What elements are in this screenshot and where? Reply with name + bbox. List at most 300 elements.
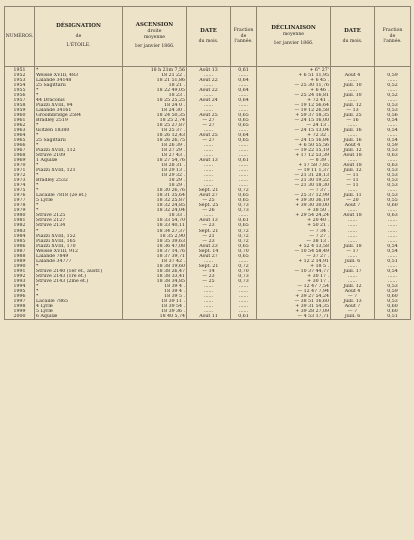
- cell-date-2: Juill. 16: [331, 128, 375, 133]
- header-date: DATE du mois.: [187, 7, 231, 67]
- cell-designation: *: [35, 188, 123, 193]
- cell-date-2: Juill. 6: [331, 314, 375, 320]
- cell-date: ......: [187, 304, 231, 309]
- header-fraction: Fraction de l'année.: [231, 7, 257, 67]
- cell-designation: Struve 2125: [35, 213, 123, 218]
- cell-fraction-2: 0,54: [375, 269, 411, 274]
- cell-numero: 1995: [5, 289, 35, 294]
- cell-declinaison: — 24 13 .: [257, 123, 331, 128]
- cell-fraction: ......: [231, 299, 257, 304]
- cell-fraction-2: ......: [375, 279, 411, 284]
- cell-declinaison: — 24 15 16,84: [257, 138, 331, 143]
- cell-ascension: 18 39 4 .: [123, 284, 187, 289]
- header-fraction-2: Fraction de l'année.: [375, 7, 411, 67]
- cell-declinaison: + 17 58 7,85: [257, 163, 331, 168]
- cell-date-2: ......: [331, 254, 375, 259]
- cell-date: ......: [187, 183, 231, 188]
- cell-designation: Piazzi XVIII, 94: [35, 103, 123, 108]
- cell-date-2: Août 7: [331, 203, 375, 208]
- cell-ascension: 18 37 42 .: [123, 259, 187, 264]
- cell-declinaison: — 19 12 56,64: [257, 103, 331, 108]
- cell-numero: 1953: [5, 78, 35, 83]
- cell-date: — 25: [187, 279, 231, 284]
- cell-declinaison: + 52 4 13,58: [257, 244, 331, 249]
- cell-date-2: — 16: [331, 118, 375, 123]
- cell-date: — 27: [187, 118, 231, 123]
- cell-date: Août 11: [187, 314, 231, 320]
- table-row: [5, 274, 411, 279]
- cell-designation: 25 Sagittarii: [35, 83, 123, 88]
- cell-date-2: ......: [331, 158, 375, 163]
- cell-numero: 1957: [5, 98, 35, 103]
- cell-fraction: 0,65: [231, 138, 257, 143]
- cell-date: Août 24: [187, 98, 231, 103]
- cell-ascension: 18 25 27,87: [123, 123, 187, 128]
- cell-fraction: 0,72: [231, 229, 257, 234]
- cell-date: Août 13: [187, 67, 231, 74]
- cell-date: Sept. 21: [187, 188, 231, 193]
- cell-date-2: — 7: [331, 309, 375, 314]
- cell-date-2: — 7: [331, 294, 375, 299]
- cell-ascension: 18 22 49,05: [123, 88, 187, 93]
- cell-fraction: 0,65: [231, 118, 257, 123]
- cell-fraction: 0,65: [231, 123, 257, 128]
- cell-date: Sept. 14: [187, 249, 231, 254]
- cell-ascension: 18 25 25,25: [123, 98, 187, 103]
- cell-date: Août 22: [187, 88, 231, 93]
- cell-fraction-2: ......: [375, 98, 411, 103]
- cell-date-2: ......: [331, 229, 375, 234]
- cell-numero: 1984: [5, 234, 35, 239]
- cell-date-2: ......: [331, 88, 375, 93]
- cell-date: ......: [187, 103, 231, 108]
- cell-date-2: Juill. 12: [331, 148, 375, 153]
- cell-designation: Lacaille 7865: [35, 299, 123, 304]
- cell-declinaison: — 25 30 11,76: [257, 83, 331, 88]
- cell-declinaison: + 59 37 18,35: [257, 113, 331, 118]
- cell-fraction-2: 0,59: [375, 143, 411, 148]
- cell-date-2: Juill. 11: [331, 193, 375, 198]
- cell-date: — 14: [187, 269, 231, 274]
- cell-ascension: 18 27 54,76: [123, 158, 187, 163]
- cell-date-2: Juill. 18: [331, 244, 375, 249]
- cell-ascension: 18 29 .: [123, 178, 187, 183]
- cell-ascension: 18 21 51,86: [123, 78, 187, 83]
- table-row: [5, 314, 411, 320]
- cell-fraction-2: ......: [375, 78, 411, 83]
- cell-designation: Lacaille 7818 (2e ét.): [35, 193, 123, 198]
- cell-declinaison: — 38 51 16,60: [257, 299, 331, 304]
- cell-ascension: 18 26 12,43: [123, 133, 187, 138]
- cell-date-2: — 11: [331, 183, 375, 188]
- cell-date-2: Août 4: [331, 73, 375, 78]
- cell-fraction-2: 0,54: [375, 118, 411, 123]
- cell-fraction: 0,72: [231, 264, 257, 269]
- cell-fraction: 0,65: [231, 198, 257, 203]
- cell-fraction-2: 0,53: [375, 183, 411, 188]
- cell-fraction-2: 0,60: [375, 203, 411, 208]
- cell-fraction-2: ......: [375, 229, 411, 234]
- cell-date: ......: [187, 83, 231, 88]
- cell-date-2: ......: [331, 123, 375, 128]
- cell-fraction-2: 0,52: [375, 93, 411, 98]
- cell-fraction: 0,64: [231, 78, 257, 83]
- cell-designation: *: [35, 163, 123, 168]
- cell-ascension: 18 26 26,75: [123, 138, 187, 143]
- cell-numero: 1975: [5, 188, 35, 193]
- cell-date-2: Août 4: [331, 143, 375, 148]
- cell-fraction: ......: [231, 213, 257, 218]
- cell-designation: *: [35, 183, 123, 188]
- cell-fraction-2: 0,51: [375, 314, 411, 320]
- cell-ascension: 18 39 11 .: [123, 299, 187, 304]
- cell-date-2: Août 4: [331, 289, 375, 294]
- cell-declinaison: + 39 28 27,09: [257, 309, 331, 314]
- cell-fraction: 0,61: [231, 67, 257, 74]
- cell-numero: 1964: [5, 133, 35, 138]
- cell-fraction: ......: [231, 309, 257, 314]
- cell-designation: 5 Lyræ: [35, 198, 123, 203]
- cell-fraction: ......: [231, 163, 257, 168]
- cell-numero: 1959: [5, 108, 35, 113]
- cell-ascension: 18 21 22 .: [123, 73, 187, 78]
- cell-fraction-2: ......: [375, 234, 411, 239]
- cell-fraction: 0,73: [231, 274, 257, 279]
- cell-declinaison: + 39 31 54,35: [257, 304, 331, 309]
- cell-declinaison: + 72 32 .: [257, 133, 331, 138]
- cell-declinaison: + 6° 27': [257, 67, 331, 74]
- cell-ascension: 18 26 39 .: [123, 143, 187, 148]
- cell-designation: Lalande 34161: [35, 108, 123, 113]
- cell-declinaison: + 72 41 .: [257, 98, 331, 103]
- cell-date-2: Juill. 10: [331, 93, 375, 98]
- cell-declinaison: + 6 50 55,56: [257, 143, 331, 148]
- cell-date: Août 23: [187, 244, 231, 249]
- cell-declinaison: — 7 37 .: [257, 188, 331, 193]
- cell-fraction-2: 0,60: [375, 304, 411, 309]
- cell-numero: 1989: [5, 259, 35, 264]
- cell-numero: 1988: [5, 254, 35, 259]
- cell-fraction: ......: [231, 284, 257, 289]
- cell-fraction-2: 0,54: [375, 249, 411, 254]
- cell-numero: 1990: [5, 264, 35, 269]
- cell-numero: 1972: [5, 173, 35, 178]
- cell-declinaison: + 6 46 .: [257, 88, 331, 93]
- cell-fraction-2: 0,53: [375, 148, 411, 153]
- cell-declinaison: — 7 34 .: [257, 229, 331, 234]
- cell-designation: *: [35, 88, 123, 93]
- cell-fraction-2: 0,53: [375, 108, 411, 113]
- cell-numero: 1966: [5, 143, 35, 148]
- cell-designation: 44 Draconis: [35, 98, 123, 103]
- cell-fraction: ......: [231, 183, 257, 188]
- cell-designation: Bradley 2519: [35, 118, 123, 123]
- cell-numero: 1965: [5, 138, 35, 143]
- cell-date-2: Août 18: [331, 163, 375, 168]
- cell-numero: 1991: [5, 269, 35, 274]
- cell-fraction: ......: [231, 304, 257, 309]
- cell-date: ......: [187, 294, 231, 299]
- cell-numero: 1952: [5, 73, 35, 78]
- cell-ascension: 18 29 .: [123, 183, 187, 188]
- cell-date: ......: [187, 178, 231, 183]
- cell-designation: 6 Aquilæ: [35, 314, 123, 320]
- cell-ascension: 18 33 .: [123, 213, 187, 218]
- cell-declinaison: — 25 24 16,81: [257, 93, 331, 98]
- cell-date-2: ......: [331, 208, 375, 213]
- cell-declinaison: + 18 5 .: [257, 264, 331, 269]
- cell-designation: 4 Lyræ: [35, 304, 123, 309]
- cell-numero: 1994: [5, 284, 35, 289]
- cell-date-2: ......: [331, 264, 375, 269]
- cell-numero: 1956: [5, 93, 35, 98]
- cell-date-2: ......: [331, 218, 375, 223]
- cell-numero: 1993: [5, 279, 35, 284]
- cell-date-2: — 11: [331, 178, 375, 183]
- cell-designation: *: [35, 67, 123, 74]
- cell-date: — 23: [187, 239, 231, 244]
- cell-fraction-2: ......: [375, 274, 411, 279]
- cell-declinaison: + 17 12 53,39: [257, 153, 331, 158]
- cell-numero: 1996: [5, 294, 35, 299]
- cell-date: ......: [187, 128, 231, 133]
- cell-fraction: ......: [231, 289, 257, 294]
- cell-fraction-2: 0,53: [375, 168, 411, 173]
- cell-fraction-2: 0,51: [375, 259, 411, 264]
- cell-date: Août 22: [187, 78, 231, 83]
- cell-ascension: 18 38 19,60: [123, 264, 187, 269]
- cell-fraction-2: 0,59: [375, 73, 411, 78]
- cell-date: ......: [187, 93, 231, 98]
- cell-numero: 1985: [5, 239, 35, 244]
- cell-declinaison: + 6 51 11,95: [257, 73, 331, 78]
- cell-fraction: ......: [231, 73, 257, 78]
- cell-declinaison: + 6 45 .: [257, 78, 331, 83]
- cell-numero: 1981: [5, 218, 35, 223]
- cell-ascension: 18 37 14,76: [123, 249, 187, 254]
- cell-declinaison: — 21 31 28,13: [257, 173, 331, 178]
- cell-date: — 26: [187, 208, 231, 213]
- cell-numero: 1982: [5, 223, 35, 228]
- cell-date: Août 27: [187, 254, 231, 259]
- cell-fraction: 0,65: [231, 223, 257, 228]
- cell-ascension: 18 31 35,64: [123, 193, 187, 198]
- cell-declinaison: — 19 22 15,19: [257, 148, 331, 153]
- cell-declinaison: — 19 11 1,37: [257, 168, 331, 173]
- cell-fraction: 0,61: [231, 218, 257, 223]
- cell-date: ......: [187, 73, 231, 78]
- cell-numero: 1967: [5, 148, 35, 153]
- cell-fraction-2: ......: [375, 218, 411, 223]
- cell-numero: 1974: [5, 183, 35, 188]
- table-row: [5, 269, 411, 274]
- cell-fraction: ......: [231, 259, 257, 264]
- table-row: [5, 254, 411, 259]
- table-row: [5, 259, 411, 264]
- cell-fraction: 0,65: [231, 244, 257, 249]
- cell-fraction: 0,73: [231, 203, 257, 208]
- cell-ascension: 18 25 37 .: [123, 128, 187, 133]
- cell-fraction-2: 0,54: [375, 244, 411, 249]
- cell-declinaison: — 25 37 12,99: [257, 193, 331, 198]
- cell-numero: 1999: [5, 309, 35, 314]
- cell-declinaison: — 24 15 16,00: [257, 118, 331, 123]
- star-catalog-table: [4, 6, 411, 320]
- cell-fraction: 0,64: [231, 88, 257, 93]
- cell-designation: Piazzi XVIII, 121: [35, 168, 123, 173]
- cell-numero: 1963: [5, 128, 35, 133]
- cell-ascension: 18 33 54,70: [123, 218, 187, 223]
- cell-fraction-2: ......: [375, 88, 411, 93]
- cell-date: — 23: [187, 223, 231, 228]
- cell-date: ......: [187, 289, 231, 294]
- cell-fraction-2: ......: [375, 239, 411, 244]
- cell-designation: *: [35, 143, 123, 148]
- cell-declinaison: — 12 47 7,94: [257, 289, 331, 294]
- cell-fraction-2: 0,60: [375, 309, 411, 314]
- cell-ascension: 18 35 2,90: [123, 234, 187, 239]
- cell-ascension: 18 30 26,76: [123, 188, 187, 193]
- cell-fraction: 0,70: [231, 269, 257, 274]
- cell-date-2: ......: [331, 234, 375, 239]
- cell-declinaison: — 4 53 17,71: [257, 314, 331, 320]
- cell-fraction: 0,65: [231, 193, 257, 198]
- cell-ascension: 18 h 21m 7,56: [123, 67, 187, 74]
- cell-ascension: 18 27 29 .: [123, 148, 187, 153]
- cell-date: ......: [187, 309, 231, 314]
- cell-numero: 1992: [5, 274, 35, 279]
- cell-designation: 25 Sagittarii: [35, 138, 123, 143]
- cell-ascension: 18 32 24,04: [123, 208, 187, 213]
- cell-date: ......: [187, 284, 231, 289]
- cell-ascension: 18 35 39,63: [123, 239, 187, 244]
- cell-fraction: ......: [231, 173, 257, 178]
- cell-fraction-2: 0,59: [375, 289, 411, 294]
- cell-date-2: ......: [331, 239, 375, 244]
- cell-designation: *: [35, 294, 123, 299]
- cell-ascension: 18 28 31 .: [123, 163, 187, 168]
- cell-declinaison: — 21 30 18,30: [257, 183, 331, 188]
- cell-fraction-2: ......: [375, 208, 411, 213]
- cell-date-2: Août 18: [331, 153, 375, 158]
- cell-numero: 1997: [5, 299, 35, 304]
- cell-fraction: 0,61: [231, 314, 257, 320]
- cell-ascension: 18 24 0 .: [123, 103, 187, 108]
- cell-fraction: 0,65: [231, 254, 257, 259]
- cell-numero: 1973: [5, 178, 35, 183]
- cell-numero: 1962: [5, 123, 35, 128]
- cell-ascension: 18 24 50,35: [123, 113, 187, 118]
- cell-declinaison: — 37 27 .: [257, 254, 331, 259]
- table-header: [5, 7, 411, 67]
- cell-fraction: ......: [231, 178, 257, 183]
- cell-date-2: Juill. 12: [331, 103, 375, 108]
- cell-designation: *: [35, 93, 123, 98]
- cell-declinaison: + 30 17 .: [257, 279, 331, 284]
- cell-fraction-2: 0,63: [375, 153, 411, 158]
- cell-designation: Œltzen 18380: [35, 128, 123, 133]
- cell-declinaison: + 29 54 24,24: [257, 213, 331, 218]
- cell-fraction-2: 0,60: [375, 294, 411, 299]
- cell-date-2: ......: [331, 223, 375, 228]
- cell-numero: 1960: [5, 113, 35, 118]
- cell-fraction-2: 0,55: [375, 198, 411, 203]
- cell-numero: 1971: [5, 168, 35, 173]
- cell-numero: 1976: [5, 193, 35, 198]
- cell-date-2: Juill. 12: [331, 168, 375, 173]
- table-row: [5, 244, 411, 249]
- cell-date: ......: [187, 163, 231, 168]
- cell-fraction: ......: [231, 93, 257, 98]
- cell-declinaison: — 38 13 .: [257, 239, 331, 244]
- cell-declinaison: — 7 27 .: [257, 234, 331, 239]
- cell-date: ......: [187, 173, 231, 178]
- cell-numero: 1958: [5, 103, 35, 108]
- cell-declinaison: — 21 30 19,22: [257, 178, 331, 183]
- cell-designation: Lalande 7849: [35, 254, 123, 259]
- cell-fraction-2: ......: [375, 223, 411, 228]
- cell-fraction-2: ......: [375, 254, 411, 259]
- cell-date-2: ......: [331, 98, 375, 103]
- cell-ascension: 18 39 4 .: [123, 289, 187, 294]
- cell-designation: Lalande 34148: [35, 78, 123, 83]
- cell-ascension: 18 38 34,85: [123, 279, 187, 284]
- cell-ascension: 18 39 36 .: [123, 309, 187, 314]
- cell-declinaison: — 10 54 58,49: [257, 249, 331, 254]
- cell-numero: 1968: [5, 153, 35, 158]
- cell-date: ......: [187, 168, 231, 173]
- cell-designation: Struve 2109: [35, 153, 123, 158]
- cell-fraction: 0,65: [231, 113, 257, 118]
- cell-date: Août 13: [187, 158, 231, 163]
- cell-date-2: ......: [331, 279, 375, 284]
- cell-date-2: Juill. 16: [331, 138, 375, 143]
- cell-fraction: 0,73: [231, 208, 257, 213]
- cell-designation: Struve 2127: [35, 218, 123, 223]
- cell-declinaison: — 10 37 44,77: [257, 269, 331, 274]
- cell-designation: Struve 2134: [35, 223, 123, 228]
- cell-declinaison: + 30 17 .: [257, 274, 331, 279]
- cell-fraction: ......: [231, 294, 257, 299]
- cell-fraction: ......: [231, 103, 257, 108]
- cell-numero: 1954: [5, 83, 35, 88]
- header-date-2: DATE du mois.: [331, 7, 375, 67]
- cell-fraction-2: ......: [375, 158, 411, 163]
- table-row: [5, 234, 411, 239]
- cell-fraction-2: 0,53: [375, 103, 411, 108]
- cell-fraction-2: ......: [375, 188, 411, 193]
- cell-designation: 1 Aquilæ: [35, 158, 123, 163]
- cell-designation: *: [35, 133, 123, 138]
- cell-numero: 1986: [5, 244, 35, 249]
- cell-numero: 1983: [5, 229, 35, 234]
- cell-declinaison: + 50 21 .: [257, 223, 331, 228]
- cell-ascension: 18 38 26,47: [123, 269, 187, 274]
- cell-ascension: 18 21 .: [123, 83, 187, 88]
- cell-fraction: 0,72: [231, 239, 257, 244]
- cell-numero: 1970: [5, 163, 35, 168]
- cell-date: Août 27: [187, 193, 231, 198]
- cell-fraction-2: 0,56: [375, 113, 411, 118]
- cell-designation: Groombridge 2584: [35, 113, 123, 118]
- cell-date-2: Juill. 17: [331, 269, 375, 274]
- header-designation: DÉSIGNATION de L'ÉTOILE.: [35, 7, 123, 67]
- cell-numero: 1961: [5, 118, 35, 123]
- cell-declinaison: + 39 30 30,00: [257, 203, 331, 208]
- cell-declinaison: + 12 2 14,91: [257, 259, 331, 264]
- cell-declinaison: — 24 15 13,04: [257, 128, 331, 133]
- cell-ascension: 18 27 43 .: [123, 153, 187, 158]
